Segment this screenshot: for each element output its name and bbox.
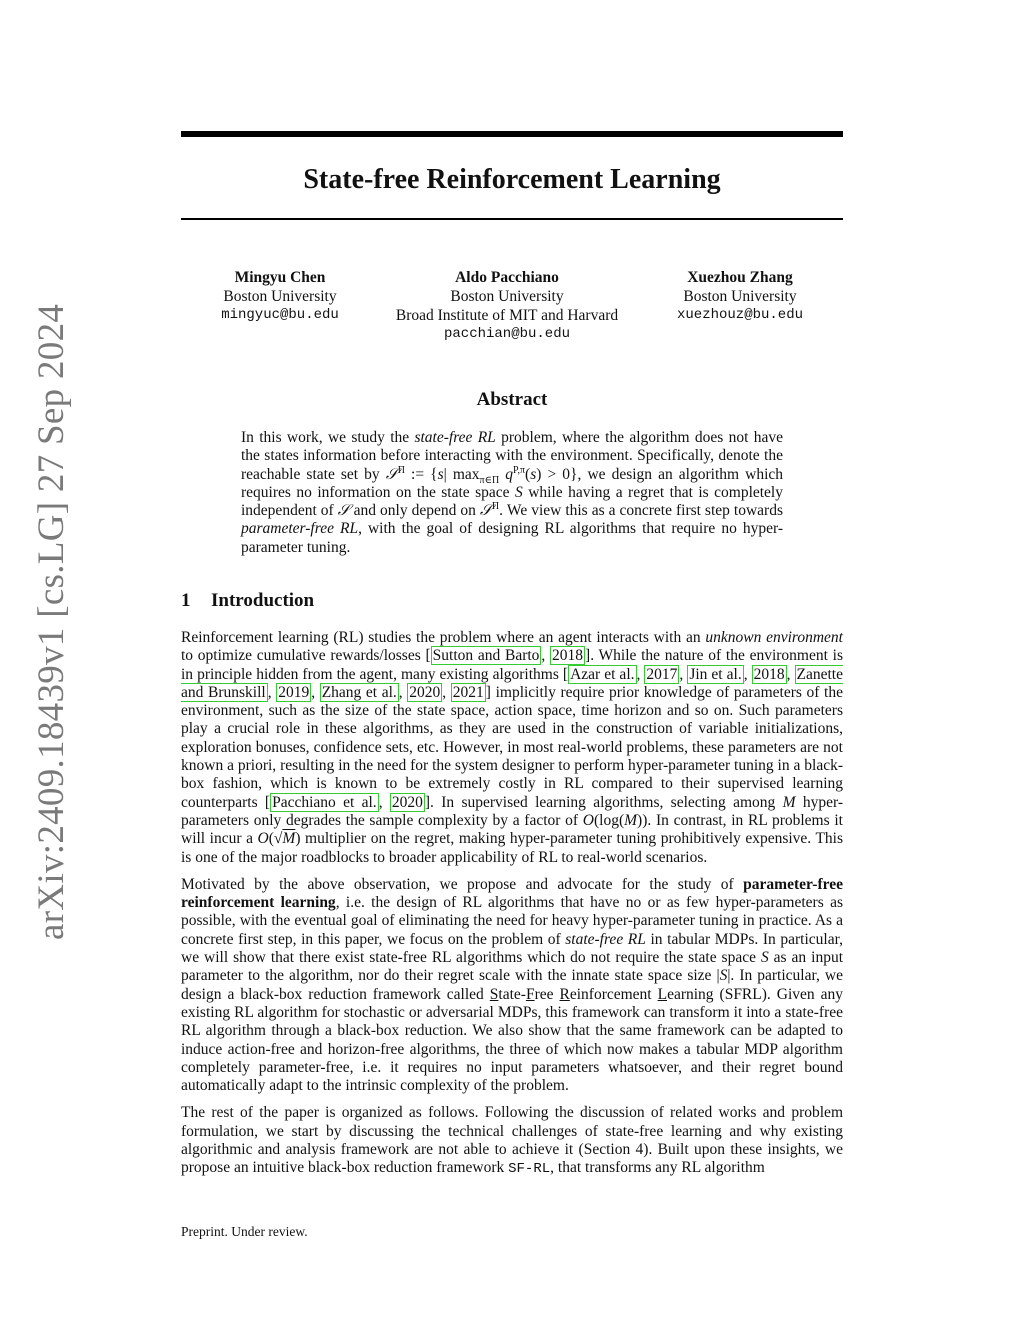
introduction-body <box>181 629 843 1188</box>
author-email: pacchian@bu.edu <box>443 326 571 342</box>
citation-link[interactable]: 2021 <box>452 683 484 701</box>
author-email: xuezhouz@bu.edu <box>676 307 804 323</box>
paper-title: State-free Reinforcement Learning <box>303 164 721 195</box>
paragraph: Motivated by the above observation, we propose and advocate for the study of parameter-free reinforcement learning, i.e. the design of RL algorithms that have no or as few hyper-parameters as possible, with the eventual goal of eliminating the need for heavy hyper-parameter tuning in practice. As a concrete first step, in this paper, we focus on the problem of state-free RL in tabular MDPs. In particular, we will show that there exist state-free RL algorithms which do not require the state space S as an input parameter to the algorithm, nor do their regret scale with the innate state space size |S|. In particular, we design a black-box reduction framework called State-Free Reinforcement Learning (SFRL). Given any existing RL algorithm for stochastic or adversarial MDPs, this framework can transform it into a state-free RL algorithm through a black-box reduction. We also show that the same framework can be adapted to induce action-free and horizon-free algorithms, the three of which now makes a tabular MDP algorithm completely parameter-free, i.e. it requires no input parameters whatsoever, and their regret bound automatically adapt to the intrinsic complexity of the problem. <box>181 875 844 1095</box>
citation-link[interactable]: Zanette and Brunskill <box>181 665 843 701</box>
title-rule-bottom <box>181 218 843 220</box>
citation-link[interactable]: 2018 <box>753 665 785 683</box>
citation-link[interactable]: 2017 <box>646 665 678 683</box>
citation-link[interactable]: Jin et al. <box>689 665 742 683</box>
author-affiliation: Boston University <box>683 288 797 305</box>
author-block-2 <box>382 268 632 344</box>
author-name: Xuezhou Zhang <box>687 269 793 286</box>
abstract-text: In this work, we study the state-free RL problem, where the algorithm does not have the states information before interacting with the environment. Specifically, denote the reachable state set by 𝒮$^\Pi$ := {s| $\max_{\pi\in\Pi} q^{P,\pi}(s) > 0$}, we design an algorithm which requires no information on the state space S while having a regret that is completely independent of 𝒮 and only depend on 𝒮$^\Pi$. We view this as a concrete first step towards parameter-free RL, with the goal of designing RL algorithms that require no hyper-parameter tuning. <box>241 429 784 556</box>
author-affiliation: Boston University <box>223 288 337 305</box>
citation-link[interactable]: Sutton and Barto <box>432 647 540 665</box>
citation-link[interactable]: 2018 <box>552 647 584 665</box>
author-block-1 <box>200 268 360 325</box>
section-heading <box>181 588 581 614</box>
citation-link[interactable]: 2020 <box>409 683 441 701</box>
abstract-heading: Abstract <box>476 389 548 410</box>
title-rule-top <box>181 131 843 137</box>
section-number: 1 <box>181 590 191 611</box>
paragraph: The rest of the paper is organized as follows. Following the discussion of related works and problem formulation, we start by discussing the technical challenges of state-free learning and why existing algorithmic and analysis framework are not able to achieve it (Section 4). Built upon these insights, we propose an intuitive black-box reduction framework SF-RL, that transforms any RL algorithm <box>181 1104 843 1178</box>
citation-link[interactable]: Pacchiano et al. <box>272 793 377 811</box>
paragraph: Reinforcement learning (RL) studies the problem where an agent interacts with an unknown environment to optimize cumulative rewards/losses [ Sutton and Barto , 2018 ]. While the nature of the environment is in principle hidden from the agent, many existing algorithms [ Azar et al. , 2017 , Jin et al. , 2018 , Zanette and Brunskill , 2019 , Zhang et al. , 2020 , 2021 ] implicitly require prior knowledge of parameters of the environment, such as the size of the state space, action space, time horizon and so on. Such parameters play a crucial role in these algorithms, as they are used in the construction of variable initializations, exploration bonuses, confidence sets, etc. However, in most real-world problems, these parameters are not known a priori, resulting in the need for the system designer to perform hyper-parameter tuning in a black-box fashion, which is known to be extremely costly in RL compared to their supervised learning counterparts [ Pacchiano et al. , 2020 ]. In supervised learning algorithms, selecting among M hyper-parameters only degrades the sample complexity by a factor of O(log(M)). In contrast, in RL problems it will incur a O(√M) multiplier on the regret, making hyper-parameter tuning prohibitively expensive. This is one of the major roadblocks to broader applicability of RL to real-world scenarios. <box>181 629 844 866</box>
citation-link[interactable]: 2020 <box>391 793 423 811</box>
citation-link[interactable]: Zhang et al. <box>321 683 397 701</box>
citation-link[interactable]: Azar et al. <box>570 665 635 683</box>
section-title: Introduction <box>211 590 315 611</box>
citation-link[interactable]: 2019 <box>278 683 310 701</box>
author-affiliation: Boston University <box>450 288 564 305</box>
author-email: mingyuc@bu.edu <box>221 307 339 323</box>
arxiv-identifier: arXiv:2409.18439v1 [cs.LG] 27 Sep 2024 <box>31 303 72 940</box>
author-affiliation-secondary: Broad Institute of MIT and Harvard <box>395 307 619 324</box>
author-block-3 <box>660 268 820 325</box>
author-name: Aldo Pacchiano <box>455 269 559 286</box>
footer-note: Preprint. Under review. <box>181 1224 308 1239</box>
author-name: Mingyu Chen <box>234 269 326 286</box>
